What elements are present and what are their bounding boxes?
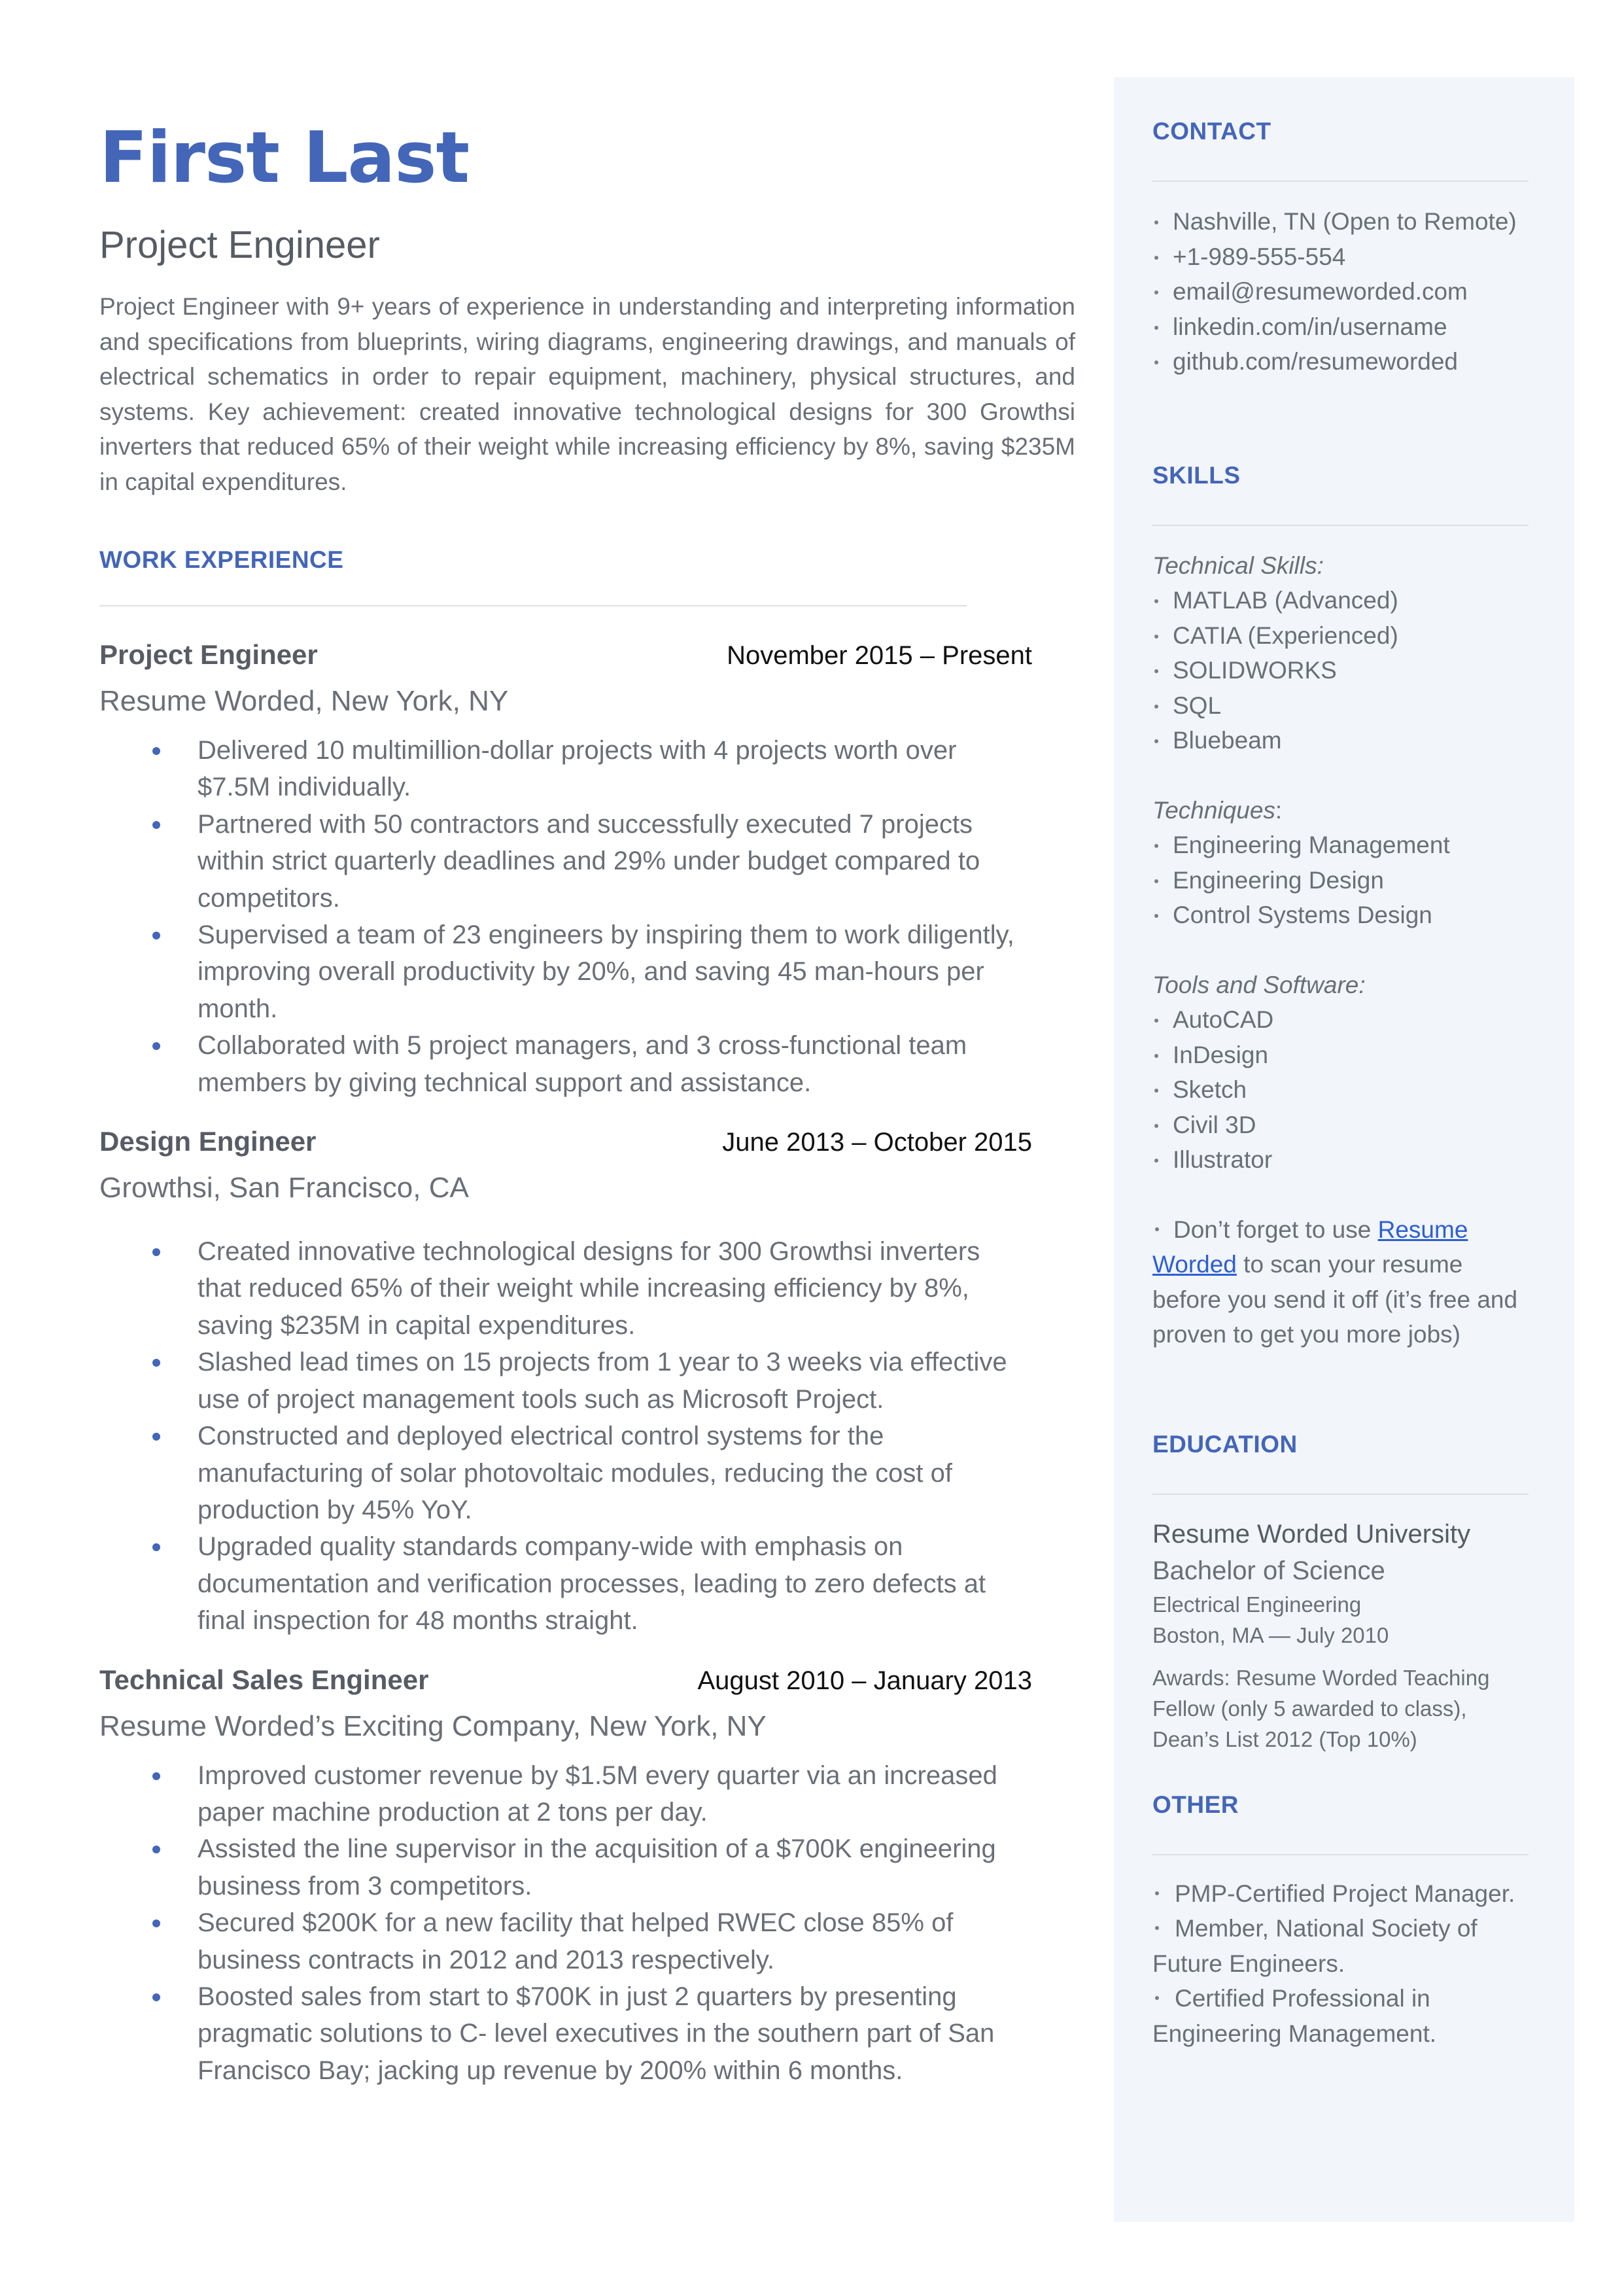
skill-text: Sketch	[1173, 1076, 1247, 1103]
job-header	[99, 639, 1032, 671]
job-bullet	[99, 1528, 1028, 1639]
bullet-dot-icon	[152, 1543, 160, 1551]
bullet-dot-icon	[1154, 879, 1158, 883]
bullet-dot-icon	[1155, 1996, 1159, 2000]
skill-item	[1152, 688, 1532, 724]
technical-skills-label: Technical Skills:	[1152, 552, 1324, 579]
resume-worded-note	[1152, 1212, 1532, 1352]
skill-text: AutoCAD	[1173, 1006, 1274, 1033]
resume-worded-link[interactable]: Resume Worded	[1152, 1216, 1468, 1278]
bullet-dot-icon	[1154, 360, 1158, 364]
job-bullet	[99, 1344, 1028, 1418]
job-title: Project Engineer	[99, 639, 318, 670]
skill-text: CATIA (Experienced)	[1173, 622, 1398, 649]
skill-item	[1152, 1038, 1532, 1073]
bullet-dot-icon	[152, 1919, 160, 1927]
bullet-dot-icon	[152, 747, 160, 755]
bullet-dot-icon	[1154, 599, 1158, 603]
bullet-text: Upgraded quality standards company-wide with emphasis on documentation and verification processes, leading to zero defects at final inspection for 48 months straight.	[198, 1532, 986, 1636]
bullet-dot-icon	[1154, 220, 1158, 224]
skill-item	[1152, 653, 1532, 688]
skill-item	[1152, 618, 1532, 654]
skills-heading: SKILLS	[1152, 461, 1241, 489]
bullet-text: Boosted sales from start to $700K in just 2 quarters by presenting pragmatic solutions to C- level executives in the southern part of San Francisco Bay; jacking up revenue by 200% within 6 months.	[198, 1982, 995, 2085]
skill-item	[1152, 583, 1532, 618]
skill-item	[1152, 898, 1532, 933]
bullet-dot-icon	[152, 1846, 160, 1853]
tools-list	[1152, 1002, 1532, 1178]
job-company: Growthsi, San Francisco, CA	[99, 1172, 469, 1204]
contact-github	[1152, 344, 1532, 379]
contact-text: +1-989-555-554	[1173, 243, 1346, 270]
skill-text: SOLIDWORKS	[1173, 657, 1337, 684]
candidate-name: First Last	[99, 117, 470, 199]
section-divider	[1152, 525, 1529, 526]
techniques-label-colon: :	[1275, 796, 1283, 824]
work-experience-heading: WORK EXPERIENCE	[99, 546, 344, 573]
section-divider	[1152, 1854, 1529, 1855]
skill-text: SQL	[1173, 692, 1222, 719]
bullet-text: Assisted the line supervisor in the acquisition of a $700K engineering business from 3 competitors.	[198, 1834, 996, 1901]
note-text: Don’t forget to use	[1173, 1216, 1378, 1243]
contact-text: github.com/resumeworded	[1173, 348, 1458, 375]
job-bullets	[99, 1757, 1032, 2090]
bullet-dot-icon	[1154, 290, 1158, 294]
bullet-text: Constructed and deployed electrical control systems for the manufacturing of solar photovoltaic modules, reducing the cost of production by 45% YoY.	[198, 1422, 952, 1524]
contact-list	[1152, 204, 1532, 379]
job-bullet	[99, 806, 1028, 917]
note-text: to scan your resume before you send it off (it’s free and proven to get you more jobs)	[1152, 1251, 1518, 1348]
bullet-dot-icon	[1155, 1926, 1159, 1930]
education-awards: Awards: Resume Worded Teaching Fellow (only 5 awarded to class), Dean’s List 2012 (Top 10%)	[1152, 1665, 1490, 1751]
bullet-dot-icon	[152, 1042, 160, 1050]
main-column	[99, 111, 1080, 2089]
skill-item	[1152, 863, 1532, 898]
job-header	[99, 1664, 1032, 1696]
candidate-role: Project Engineer	[99, 224, 380, 266]
techniques-label	[1152, 793, 1532, 828]
bullet-text: Delivered 10 multimillion-dollar projects with 4 projects worth over $7.5M individually.	[198, 736, 957, 802]
bullet-dot-icon	[1154, 1124, 1158, 1128]
education-location-date: Boston, MA — July 2010	[1152, 1622, 1389, 1647]
skill-item	[1152, 1072, 1532, 1108]
job-company: Resume Worded, New York, NY	[99, 685, 509, 717]
other-text: Certified Professional in Engineering Management.	[1152, 1985, 1437, 2047]
job-dates: August 2010 – January 2013	[697, 1666, 1032, 1695]
job-header	[99, 1126, 1032, 1157]
contact-email	[1152, 274, 1532, 309]
job-bullet	[99, 1978, 1028, 2089]
job-bullet	[99, 1233, 1028, 1344]
bullet-text: Created innovative technological designs for 300 Growthsi inverters that reduced 65% of their weight while increasing efficiency by 8%, saving $235M in capital expenditures.	[198, 1237, 980, 1340]
education-school: Resume Worded University	[1152, 1519, 1471, 1549]
bullet-dot-icon	[1154, 1054, 1158, 1058]
bullet-dot-icon	[152, 932, 160, 939]
bullet-dot-icon	[152, 821, 160, 829]
skill-item	[1152, 1002, 1532, 1038]
contact-phone	[1152, 239, 1532, 275]
job-entry	[99, 639, 1032, 1101]
bullet-text: Improved customer revenue by $1.5M every quarter via an increased paper machine production at 2 tons per day.	[198, 1761, 997, 1827]
job-dates: June 2013 – October 2015	[722, 1128, 1032, 1157]
bullet-dot-icon	[1154, 635, 1158, 639]
bullet-dot-icon	[1154, 326, 1158, 330]
contact-text: email@resumeworded.com	[1173, 278, 1468, 305]
education-heading: EDUCATION	[1152, 1430, 1298, 1458]
bullet-dot-icon	[1155, 1227, 1159, 1231]
techniques-list	[1152, 828, 1532, 933]
bullet-dot-icon	[152, 1433, 160, 1441]
bullet-dot-icon	[152, 1772, 160, 1780]
bullet-text: Slashed lead times on 15 projects from 1 year to 3 weeks via effective use of project management tools such as Microsoft Project.	[198, 1348, 1007, 1414]
job-bullets	[99, 1233, 1032, 1639]
bullet-text: Secured $200K for a new facility that helped RWEC close 85% of business contracts in 2012 and 2013 respectively.	[198, 1908, 954, 1974]
section-divider	[1152, 181, 1529, 182]
bullet-dot-icon	[1154, 669, 1158, 673]
bullet-dot-icon	[1154, 739, 1158, 743]
other-list	[1152, 1876, 1532, 2052]
job-company: Resume Worded’s Exciting Company, New York, NY	[99, 1709, 767, 1742]
bullet-dot-icon	[1154, 1019, 1158, 1023]
education-major: Electrical Engineering	[1152, 1592, 1362, 1617]
job-bullets	[99, 732, 1032, 1101]
sidebar	[1114, 77, 1574, 2222]
skill-item	[1152, 1142, 1532, 1178]
other-text: PMP-Certified Project Manager.	[1175, 1880, 1515, 1907]
contact-linkedin	[1152, 309, 1532, 345]
job-entry	[99, 1664, 1032, 2090]
bullet-text: Supervised a team of 23 engineers by inspiring them to work diligently, improving overall productivity by 20%, and saving 45 man-hours per month.	[198, 920, 1014, 1023]
bullet-dot-icon	[1154, 844, 1158, 848]
job-title: Design Engineer	[99, 1126, 317, 1157]
techniques-label-text: Techniques	[1152, 796, 1275, 824]
job-bullet	[99, 1418, 1028, 1528]
skill-text: Engineering Management	[1173, 832, 1450, 858]
job-bullet	[99, 1027, 1028, 1101]
bullet-dot-icon	[152, 1359, 160, 1367]
skill-item	[1152, 828, 1532, 863]
job-entry	[99, 1126, 1032, 1639]
summary-paragraph: Project Engineer with 9+ years of experience in understanding and interpreting information and specifications from blueprints, wiring diagrams, engineering drawings, and manuals of electrical schematics in order to repair equipment, machinery, physical structures, and systems. Key achievement: created innovative technological designs for 300 Growthsi inverters that reduced 65% of their weight while increasing efficiency by 8%, saving $235M in capital expenditures.	[99, 293, 1075, 495]
skill-text: Civil 3D	[1173, 1111, 1256, 1138]
bullet-text: Partnered with 50 contractors and successfully executed 7 projects within strict quarterly deadlines and 29% under budget compared to competitors.	[198, 809, 980, 913]
bullet-dot-icon	[1154, 914, 1158, 918]
bullet-dot-icon	[1154, 256, 1158, 260]
bullet-dot-icon	[1155, 1891, 1159, 1895]
other-text: Member, National Society of Future Engineers.	[1152, 1915, 1477, 1977]
skill-item	[1152, 723, 1532, 758]
other-item	[1152, 1981, 1532, 2051]
job-bullet	[99, 1757, 1028, 1831]
contact-location	[1152, 204, 1532, 239]
contact-text: Nashville, TN (Open to Remote)	[1173, 208, 1517, 235]
job-bullet	[99, 1904, 1028, 1978]
bullet-dot-icon	[1154, 1159, 1158, 1163]
tools-label: Tools and Software:	[1152, 971, 1366, 998]
skill-text: Bluebeam	[1173, 727, 1282, 754]
skill-item	[1152, 1108, 1532, 1143]
job-dates: November 2015 – Present	[727, 641, 1032, 670]
bullet-dot-icon	[152, 1248, 160, 1256]
other-item	[1152, 1876, 1532, 1912]
bullet-dot-icon	[152, 1993, 160, 2001]
other-heading: OTHER	[1152, 1791, 1239, 1818]
job-bullet	[99, 732, 1028, 806]
bullet-dot-icon	[1154, 705, 1158, 709]
section-divider	[99, 605, 967, 606]
sidebar-content	[1152, 77, 1532, 2051]
section-divider	[1152, 1494, 1529, 1495]
other-item	[1152, 1911, 1532, 1981]
skill-text: Illustrator	[1173, 1146, 1273, 1173]
education-degree: Bachelor of Science	[1152, 1556, 1385, 1585]
skill-text: Engineering Design	[1173, 866, 1384, 894]
job-title: Technical Sales Engineer	[99, 1664, 429, 1695]
skill-text: Control Systems Design	[1173, 902, 1432, 928]
skill-text: InDesign	[1173, 1041, 1269, 1068]
bullet-dot-icon	[1154, 1089, 1158, 1093]
skill-text: MATLAB (Advanced)	[1173, 587, 1398, 614]
technical-skills-list	[1152, 583, 1532, 758]
bullet-text: Collaborated with 5 project managers, and 3 cross-functional team members by giving technical support and assistance.	[198, 1031, 967, 1097]
contact-heading: CONTACT	[1152, 118, 1271, 145]
contact-text: linkedin.com/in/username	[1173, 313, 1447, 340]
job-bullet	[99, 1831, 1028, 1904]
job-bullet	[99, 917, 1028, 1027]
